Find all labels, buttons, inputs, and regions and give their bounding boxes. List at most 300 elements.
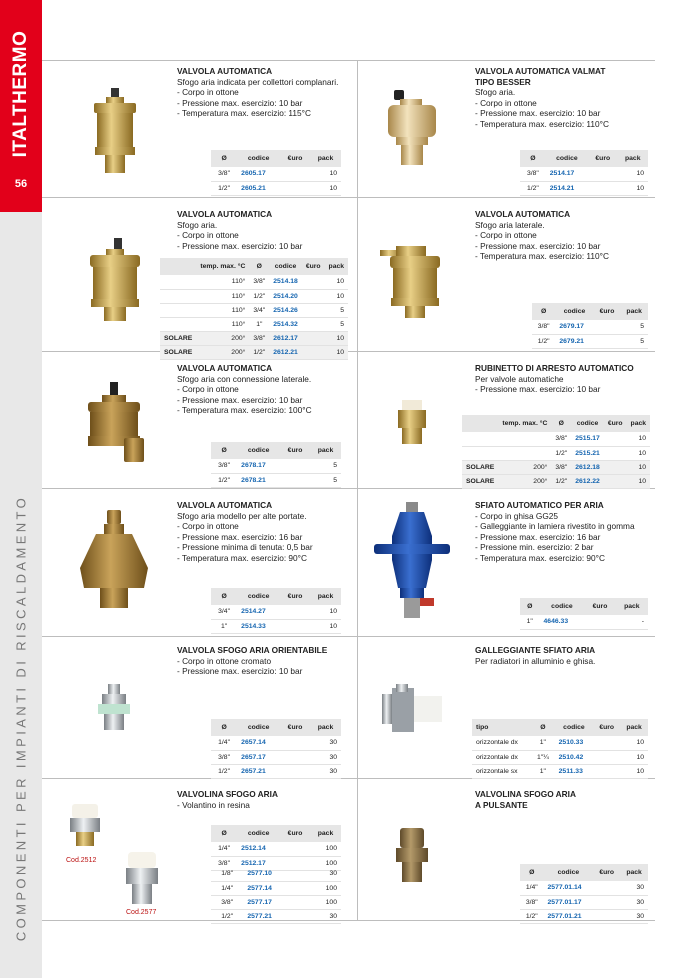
code-label-2512: Cod.2512 (66, 857, 97, 864)
desc-line: - Pressione max. esercizio: 10 bar (177, 240, 303, 251)
col-header: Ø (211, 150, 237, 167)
price-table (211, 442, 341, 488)
table-cell (280, 473, 310, 487)
col-header: codice (571, 415, 604, 432)
col-header: Ø (520, 150, 546, 167)
col-header (160, 258, 196, 275)
valve-image (78, 508, 150, 612)
product-title: VALVOLA AUTOMATICA (475, 209, 571, 219)
table-cell (280, 181, 310, 195)
table-cell: 200° (196, 331, 249, 345)
table-cell (604, 446, 627, 460)
table-cell: 100 (310, 856, 341, 870)
table-cell: 110° (196, 275, 249, 289)
price-table (472, 719, 648, 779)
sidebar (0, 0, 42, 978)
desc-line: - Pressione minima di tenuta: 0,5 bar (177, 542, 313, 553)
table-cell: 10 (618, 181, 649, 195)
desc-line: Sfogo aria. (475, 87, 516, 98)
table-cell (296, 895, 309, 909)
table-cell: 1" (531, 764, 555, 778)
col-header: €uro (280, 825, 310, 842)
col-header: Ø (520, 864, 544, 881)
table-cell: - (616, 615, 648, 629)
product-title: VALVOLA AUTOMATICA (177, 66, 273, 76)
table-cell: 5 (620, 334, 648, 348)
desc-line: - Pressione max. esercizio: 16 bar (177, 531, 303, 542)
product-code: 2510.42 (555, 750, 594, 764)
product-title: VALVOLA AUTOMATICA (177, 209, 273, 219)
table-cell: 100 (310, 842, 341, 856)
desc-line: - Galleggiante in lamiera rivestito in gomma (475, 521, 635, 532)
product-code: 2577.17 (243, 895, 296, 909)
col-header (462, 415, 498, 432)
product-title: VALVOLINA SFOGO ARIA (475, 789, 576, 799)
table-cell (593, 764, 620, 778)
table-row (462, 446, 650, 460)
product-s4 (475, 209, 609, 262)
table-row (211, 459, 341, 473)
table-cell (604, 474, 627, 488)
valve-image-2577 (122, 850, 162, 906)
table-cell (160, 289, 196, 303)
desc-line: - Temperatura max. esercizio: 90°C (177, 552, 307, 563)
table-cell (594, 334, 621, 348)
table-cell: 1/4" (211, 881, 243, 895)
product-code: 2577.14 (243, 881, 296, 895)
col-header: €uro (280, 719, 310, 736)
brand-box (0, 0, 42, 212)
product-code: 2612.17 (269, 331, 302, 345)
product-code: 2515.21 (571, 446, 604, 460)
table-cell (160, 275, 196, 289)
col-header: codice (544, 864, 594, 881)
product-s7 (177, 500, 313, 564)
price-table (520, 864, 648, 924)
desc-line: - Pressione max. esercizio: 10 bar (177, 394, 303, 405)
table-cell (593, 881, 620, 895)
valve-image (90, 86, 140, 176)
product-s3 (177, 209, 302, 251)
desc-line: - Pressione max. esercizio: 10 bar (177, 97, 303, 108)
table-cell (462, 432, 498, 446)
table-cell: orizzontale dx (472, 736, 531, 750)
col-header: €uro (584, 598, 615, 615)
col-header: €uro (593, 719, 620, 736)
col-header: Ø (520, 598, 540, 615)
price-table (211, 719, 341, 779)
table-cell: 1/2" (551, 446, 571, 460)
table-row (462, 432, 650, 446)
col-header: pack (325, 258, 349, 275)
col-header: €uro (604, 415, 627, 432)
table-cell (593, 736, 620, 750)
price-table (211, 150, 341, 196)
desc-line: Sfogo aria con connessione laterale. (177, 373, 312, 384)
table-cell (604, 460, 627, 474)
table-row (520, 895, 648, 909)
table-cell: 30 (620, 895, 648, 909)
col-header: codice (237, 150, 280, 167)
table-cell (280, 459, 310, 473)
table-cell: 1/2" (211, 909, 243, 923)
table-cell (160, 317, 196, 331)
product-code: 2612.22 (571, 474, 604, 488)
table-cell (302, 289, 325, 303)
col-header: tipo (472, 719, 531, 736)
col-header: codice (237, 588, 280, 605)
table-row (211, 167, 341, 181)
price-table (520, 150, 648, 196)
table-row (520, 909, 648, 923)
desc-line: - Temperatura max. esercizio: 110°C (475, 251, 609, 262)
table-cell: 1/2" (249, 345, 269, 359)
table-cell (498, 446, 551, 460)
product-title: VALVOLA AUTOMATICA (177, 500, 273, 510)
product-title: VALVOLINA SFOGO ARIA (177, 789, 278, 799)
table-cell: 10 (325, 289, 349, 303)
table-cell: 3/4" (211, 605, 237, 619)
valve-image (384, 88, 440, 174)
table-cell: 3/4" (249, 303, 269, 317)
table-cell: SOLARE (160, 331, 196, 345)
table-cell: 10 (310, 167, 341, 181)
table-cell: 200° (498, 460, 551, 474)
table-cell: 30 (309, 867, 341, 881)
col-header: pack (310, 442, 341, 459)
table-row (211, 605, 341, 619)
valve-image (394, 826, 430, 884)
desc-line: - Corpo in ottone (177, 87, 239, 98)
product-code: 2514.32 (269, 317, 302, 331)
table-row (160, 317, 348, 331)
table-cell: 10 (310, 605, 341, 619)
air-vent-image (370, 500, 454, 622)
col-header: codice (555, 719, 594, 736)
table-cell (296, 867, 309, 881)
table-cell: 30 (620, 881, 648, 895)
table-row (211, 881, 341, 895)
product-code: 2577.01.17 (544, 895, 594, 909)
col-header: €uro (594, 303, 621, 320)
table-cell: 200° (196, 345, 249, 359)
desc-line: - Pressione max. esercizio: 10 bar (177, 666, 303, 677)
table-cell: 1/2" (211, 764, 237, 778)
table-cell: 1/4" (211, 842, 237, 856)
product-s5 (177, 363, 312, 416)
col-header: pack (620, 864, 648, 881)
table-cell: 1/2" (551, 474, 571, 488)
price-table (462, 415, 650, 489)
table-cell: 10 (618, 167, 649, 181)
desc-line: - Corpo in ottone (177, 521, 239, 532)
col-header: Ø (211, 719, 237, 736)
desc-line: - Corpo in ghisa GG25 (475, 510, 559, 521)
table-cell (593, 909, 620, 923)
col-header: pack (310, 825, 341, 842)
table-cell: 30 (310, 750, 341, 764)
table-cell: SOLARE (462, 474, 498, 488)
table-cell: 5 (310, 473, 341, 487)
table-cell: 1/2" (211, 181, 237, 195)
table-cell: 10 (620, 764, 648, 778)
page-number: 56 (14, 178, 28, 190)
table-cell: 3/8" (551, 432, 571, 446)
divider (42, 636, 655, 637)
table-cell: 1/2" (520, 909, 544, 923)
table-row (160, 303, 348, 317)
valve-image (86, 236, 144, 322)
table-cell: 10 (620, 750, 648, 764)
product-title: SFIATO AUTOMATICO PER ARIA (475, 500, 604, 510)
brand-logo: ITALTHERMO (10, 30, 31, 158)
col-header: codice (540, 598, 585, 615)
product-s12 (475, 789, 576, 810)
table-cell (280, 605, 310, 619)
col-header: €uro (302, 258, 325, 275)
desc-line: - Temperatura max. esercizio: 100°C (177, 405, 312, 416)
divider (42, 351, 655, 352)
table-cell: 1/8" (211, 867, 243, 881)
product-s6 (475, 363, 634, 395)
table-cell: 1/2" (532, 334, 555, 348)
col-header: temp. max. °C (498, 415, 551, 432)
product-title-2: TIPO BESSER (475, 76, 531, 87)
product-s8 (475, 500, 635, 564)
table-cell: orizzontale dx (472, 750, 531, 764)
col-header: pack (620, 303, 648, 320)
table-cell: 110° (196, 303, 249, 317)
col-header: codice (237, 719, 280, 736)
desc-line: Sfogo aria indicata per collettori complanari. (177, 76, 339, 87)
product-code: 2612.21 (269, 345, 302, 359)
col-header: pack (310, 719, 341, 736)
table-cell (296, 909, 309, 923)
table-cell: 110° (196, 317, 249, 331)
table-cell: 1/2" (211, 473, 237, 487)
product-code: 2514.18 (269, 275, 302, 289)
table-row (211, 764, 341, 778)
col-header: €uro (280, 150, 310, 167)
table-cell: 10 (620, 736, 648, 750)
product-code: 2679.21 (555, 334, 593, 348)
product-title: GALLEGGIANTE SFIATO ARIA (475, 645, 596, 655)
table-row (532, 320, 648, 334)
product-code: 2510.33 (555, 736, 594, 750)
table-cell: 100 (309, 881, 341, 895)
table-row (211, 895, 341, 909)
table-cell (462, 446, 498, 460)
desc-line: - Temperatura max. esercizio: 110°C (475, 118, 609, 129)
valve-image (378, 240, 450, 320)
product-code: 2514.33 (237, 619, 280, 633)
col-header: Ø (211, 588, 237, 605)
table-row (472, 736, 648, 750)
col-header: temp. max. °C (196, 258, 249, 275)
table-row (520, 181, 648, 195)
desc-line: - Temperatura max. esercizio: 90°C (475, 552, 605, 563)
product-code: 2612.18 (571, 460, 604, 474)
table-cell: 200° (498, 474, 551, 488)
product-s1 (177, 66, 338, 119)
table-cell: 1"¼ (531, 750, 555, 764)
product-title: VALVOLA AUTOMATICA (177, 363, 273, 373)
table-cell: 5 (325, 303, 349, 317)
code-label-2577: Cod.2577 (126, 909, 157, 916)
valve-image (96, 682, 132, 732)
desc-line: - Pressione max. esercizio: 10 bar (475, 240, 601, 251)
desc-line: - Corpo in ottone (177, 384, 239, 395)
product-code: 2679.17 (555, 320, 593, 334)
table-cell: 3/8" (249, 275, 269, 289)
product-code: 2577.01.14 (544, 881, 594, 895)
table-cell: 5 (310, 459, 341, 473)
table-row (211, 750, 341, 764)
table-cell (280, 736, 310, 750)
table-cell (302, 345, 325, 359)
table-cell: 1/2" (249, 289, 269, 303)
price-table-2 (211, 867, 341, 924)
desc-line: Sfogo aria. (177, 219, 218, 230)
table-cell: orizzontale sx (472, 764, 531, 778)
product-title: RUBINETTO DI ARRESTO AUTOMATICO (475, 363, 634, 373)
product-s10 (475, 645, 595, 666)
desc-line: - Corpo in ottone (475, 230, 537, 241)
divider (42, 60, 655, 61)
desc-line: - Temperatura max. esercizio: 115°C (177, 108, 311, 119)
product-code: 4646.33 (540, 615, 585, 629)
col-header: pack (620, 719, 648, 736)
table-row (462, 474, 650, 488)
product-code: 2657.14 (237, 736, 280, 750)
product-code: 2512.14 (237, 842, 280, 856)
table-row (472, 750, 648, 764)
table-cell: 10 (325, 275, 349, 289)
table-row (532, 334, 648, 348)
table-row (520, 615, 648, 629)
table-cell: 3/8" (532, 320, 555, 334)
product-code: 2514.20 (269, 289, 302, 303)
table-cell (280, 842, 310, 856)
product-code: 2514.27 (237, 605, 280, 619)
table-cell (280, 167, 310, 181)
valve-image-2512 (66, 802, 104, 848)
desc-line: Per radiatori in alluminio e ghisa. (475, 655, 596, 666)
product-code: 2515.17 (571, 432, 604, 446)
col-header: Ø (211, 825, 237, 842)
product-code: 2512.17 (237, 856, 280, 870)
col-header: codice (237, 825, 280, 842)
table-cell (498, 432, 551, 446)
product-title-2: A PULSANTE (475, 799, 528, 810)
table-cell: 1/4" (211, 736, 237, 750)
table-cell: SOLARE (160, 345, 196, 359)
col-header: €uro (593, 864, 620, 881)
col-header: €uro (280, 442, 310, 459)
table-cell: 30 (310, 736, 341, 750)
table-row (160, 331, 348, 345)
table-cell (593, 750, 620, 764)
table-cell: 30 (620, 909, 648, 923)
table-row (160, 345, 348, 359)
desc-line: - Corpo in ottone (177, 230, 239, 241)
table-row (160, 289, 348, 303)
valve-image (82, 380, 148, 466)
price-table (211, 588, 341, 634)
desc-line: - Pressione max. esercizio: 10 bar (475, 108, 601, 119)
table-cell: 10 (627, 474, 651, 488)
table-cell (584, 615, 615, 629)
table-row (211, 909, 341, 923)
table-row (211, 867, 341, 881)
table-row (211, 736, 341, 750)
table-cell: 3/8" (249, 331, 269, 345)
table-row (160, 275, 348, 289)
product-code: 2657.21 (237, 764, 280, 778)
col-header: Ø (211, 442, 237, 459)
product-s9 (177, 645, 327, 677)
col-header: pack (310, 588, 341, 605)
table-cell: 1/2" (520, 181, 546, 195)
table-cell: 1/4" (520, 881, 544, 895)
product-code: 2577.21 (243, 909, 296, 923)
table-cell (604, 432, 627, 446)
table-cell: 100 (309, 895, 341, 909)
table-row (462, 460, 650, 474)
table-cell: 3/8" (520, 167, 546, 181)
table-cell: 3/8" (211, 167, 237, 181)
table-cell: 10 (325, 331, 349, 345)
table-cell: 110° (196, 289, 249, 303)
divider (42, 197, 655, 198)
desc-line: - Corpo in ottone (475, 97, 537, 108)
price-table (520, 598, 648, 630)
valve-image (394, 398, 430, 446)
table-cell (302, 303, 325, 317)
desc-line: Sfogo aria modello per alte portate. (177, 510, 307, 521)
table-cell: 3/8" (211, 750, 237, 764)
table-cell (302, 331, 325, 345)
table-cell: 5 (620, 320, 648, 334)
table-cell: 3/8" (211, 459, 237, 473)
table-cell: 5 (325, 317, 349, 331)
table-cell: 3/8" (211, 895, 243, 909)
desc-line: Sfogo aria laterale. (475, 219, 545, 230)
col-header: pack (310, 150, 341, 167)
table-cell: 10 (325, 345, 349, 359)
table-cell: 10 (310, 181, 341, 195)
table-cell (593, 895, 620, 909)
col-header: Ø (531, 719, 555, 736)
table-cell: 3/8" (551, 460, 571, 474)
table-cell: SOLARE (462, 460, 498, 474)
table-row (520, 881, 648, 895)
table-cell: 30 (309, 909, 341, 923)
table-row (472, 764, 648, 778)
product-s2 (475, 66, 609, 130)
product-title: VALVOLA AUTOMATICA VALMAT (475, 66, 606, 76)
vertical-section-title: COMPONENTI PER IMPIANTI DI RISCALDAMENTO (13, 494, 29, 942)
col-header: pack (618, 150, 649, 167)
table-cell (280, 619, 310, 633)
col-header: codice (237, 442, 280, 459)
product-code: 2605.21 (237, 181, 280, 195)
product-s11 (177, 789, 278, 810)
table-cell (588, 167, 617, 181)
table-cell (594, 320, 621, 334)
col-header: €uro (588, 150, 617, 167)
table-cell (160, 303, 196, 317)
